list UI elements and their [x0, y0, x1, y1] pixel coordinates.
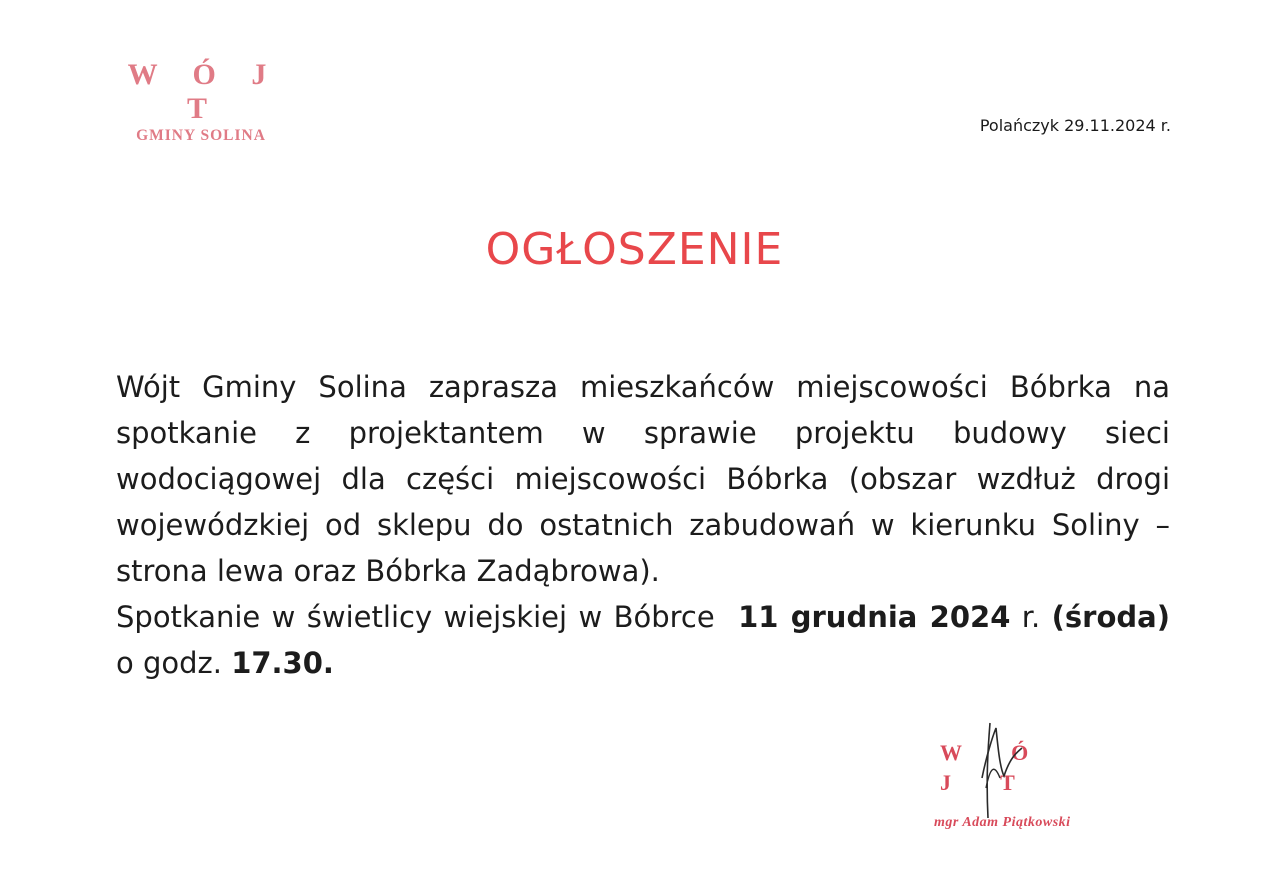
- stamp-title: W Ó J T: [127, 58, 281, 125]
- handwritten-signature: [960, 718, 1070, 828]
- signature-stamp-name: mgr Adam Piątkowski: [934, 815, 1071, 830]
- meeting-day: (środa): [1051, 600, 1170, 634]
- wojt-stamp-header: [116, 58, 286, 146]
- meeting-date-suffix: r.: [1010, 600, 1041, 634]
- meeting-date: 11 grudnia 2024: [738, 600, 1011, 634]
- stamp-subtitle: GMINY SOLINA: [136, 127, 266, 144]
- meeting-time: 17.30.: [231, 646, 334, 680]
- meeting-paragraph: [116, 594, 1170, 686]
- meeting-time-text: o godz.: [116, 646, 232, 680]
- document-date: Polańczyk 29.11.2024 r.: [979, 116, 1171, 135]
- invitation-paragraph: Wójt Gminy Solina zaprasza mieszkańców miejscowości Bóbrka na spotkanie z projektantem w sprawie projektu budowy sieci wodociągowej dla części miejscowości Bóbrka (obszar wzdłuż drogi wojewódzkiej od sklepu do ostatnich zabudowań w kierunku Soliny – strona lewa oraz Bóbrka Zadąbrowa).: [116, 370, 1170, 588]
- meeting-location-text: Spotkanie w świetlicy wiejskiej w Bóbrce: [116, 600, 715, 634]
- announcement-title: OGŁOSZENIE: [485, 224, 784, 275]
- signature-stamp-title: W Ó J T: [940, 740, 1051, 795]
- announcement-body: [116, 364, 1170, 686]
